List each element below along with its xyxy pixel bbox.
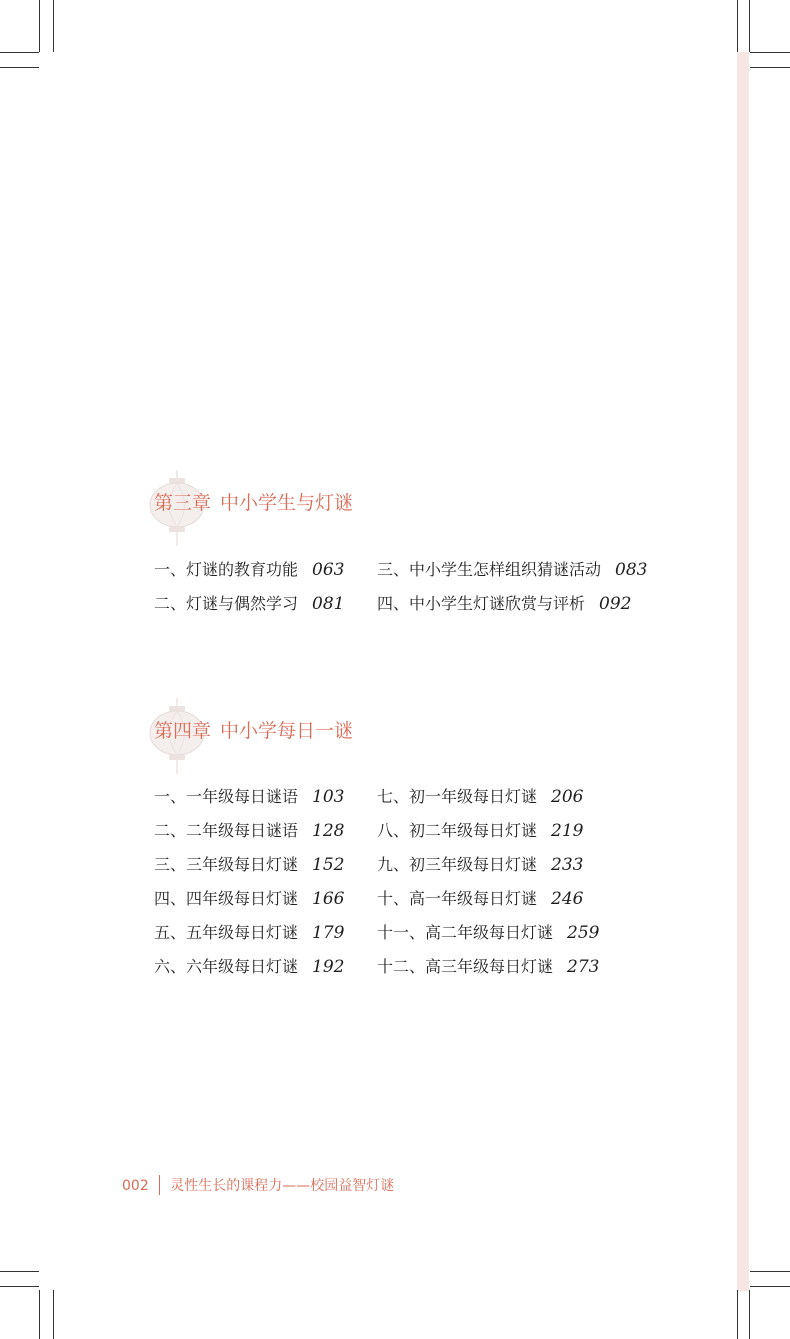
toc-entry-page: 273 — [567, 957, 600, 977]
chapter-3-heading — [148, 468, 408, 548]
toc-entry — [154, 954, 344, 977]
toc-entry-text: 三、三年级每日灯谜 — [154, 855, 299, 874]
toc-entry-text: 一、灯谜的教育功能 — [154, 560, 299, 579]
footer-divider — [159, 1175, 161, 1195]
toc-entry — [377, 557, 647, 580]
toc-entry-page: 219 — [551, 821, 584, 841]
toc-entry-page: 063 — [312, 560, 345, 580]
toc-entry-text: 二、灯谜与偶然学习 — [154, 594, 299, 613]
chapter-label: 第三章 — [154, 492, 212, 514]
toc-entry-page: 179 — [312, 923, 345, 943]
toc-entry — [154, 920, 344, 943]
toc-entry-text: 六、六年级每日灯谜 — [154, 957, 299, 976]
toc-entry-text: 十二、高三年级每日灯谜 — [377, 957, 554, 976]
toc-entry-page: 192 — [312, 957, 345, 977]
toc-entry-page: 166 — [312, 889, 345, 909]
chapter-title: 中小学生与灯谜 — [220, 492, 354, 514]
toc-entry-page: 083 — [615, 560, 648, 580]
side-band-decoration — [737, 52, 749, 1291]
chapter-title: 中小学每日一谜 — [220, 720, 354, 742]
toc-entry-page: 081 — [312, 594, 345, 614]
toc-entry-page: 233 — [551, 855, 584, 875]
toc-entry-text: 四、四年级每日灯谜 — [154, 889, 299, 908]
toc-entry-text: 四、中小学生灯谜欣赏与评析 — [377, 594, 586, 613]
toc-entry-page: 206 — [551, 787, 584, 807]
toc-entry — [154, 852, 344, 875]
toc-entry — [154, 557, 344, 580]
toc-entry — [377, 818, 583, 841]
toc-entry-text: 十、高一年级每日灯谜 — [377, 889, 538, 908]
toc-entry — [377, 852, 583, 875]
toc-entry — [154, 591, 344, 614]
toc-entry — [154, 784, 344, 807]
toc-entry — [377, 954, 599, 977]
toc-entry-text: 五、五年级每日灯谜 — [154, 923, 299, 942]
toc-entry-text: 二、二年级每日谜语 — [154, 821, 299, 840]
toc-entry-text: 十一、高二年级每日灯谜 — [377, 923, 554, 942]
toc-entry — [154, 886, 344, 909]
toc-entry-page: 092 — [599, 594, 632, 614]
toc-entry — [377, 886, 583, 909]
toc-entry-page: 128 — [312, 821, 345, 841]
page-footer — [122, 1175, 394, 1195]
toc-entry-page: 152 — [312, 855, 345, 875]
toc-entry — [154, 818, 344, 841]
footer-book-title: 灵性生长的课程力——校园益智灯谜 — [170, 1178, 395, 1194]
toc-entry-text: 九、初三年级每日灯谜 — [377, 855, 538, 874]
toc-entry-text: 一、一年级每日谜语 — [154, 787, 299, 806]
toc-entry-text: 七、初一年级每日灯谜 — [377, 787, 538, 806]
toc-entry-page: 259 — [567, 923, 600, 943]
footer-page-number: 002 — [122, 1178, 149, 1194]
toc-entry — [377, 784, 583, 807]
chapter-4-heading — [148, 696, 408, 776]
toc-entry-text: 八、初二年级每日灯谜 — [377, 821, 538, 840]
toc-entry — [377, 920, 599, 943]
chapter-label: 第四章 — [154, 720, 212, 742]
toc-entry — [377, 591, 631, 614]
toc-entry-page: 246 — [551, 889, 584, 909]
toc-entry-text: 三、中小学生怎样组织猜谜活动 — [377, 560, 602, 579]
toc-entry-page: 103 — [312, 787, 345, 807]
